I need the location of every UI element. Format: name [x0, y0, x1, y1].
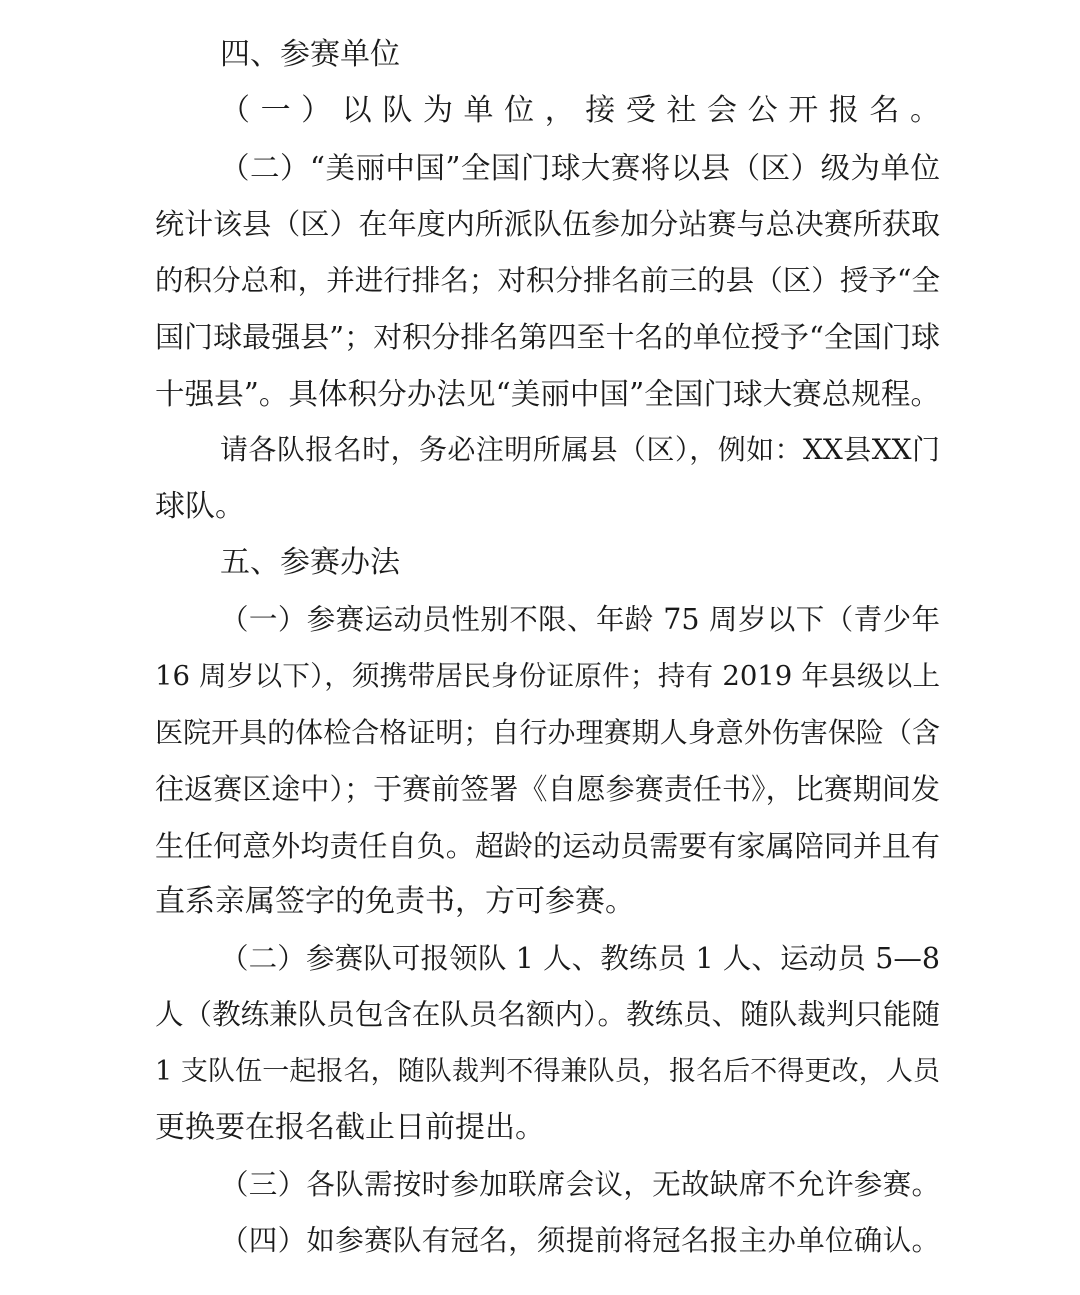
paragraph-line: （四）如参赛队有冠名，须提前将冠名报主办单位确认。	[220, 1224, 940, 1257]
paragraph-line: 往返赛区途中）；于赛前签署《自愿参赛责任书》，比赛期间发	[155, 772, 940, 806]
paragraph-line: 医院开具的体检合格证明；自行办理赛期人身意外伤害保险（含	[155, 716, 940, 749]
paragraph-line: 更换要在报名截止日前提出。	[155, 1110, 545, 1145]
section-heading-5: 五、参赛办法	[220, 545, 400, 580]
paragraph-line: 国门球最强县”；对积分排名第四至十名的单位授予“全国门球	[155, 320, 940, 354]
paragraph-line: 请各队报名时，务必注明所属县（区），例如：XX县XX门	[220, 433, 940, 466]
paragraph-line: 16 周岁以下），须携带居民身份证原件；持有 2019 年县级以上	[155, 660, 940, 692]
paragraph-line: 球队。	[155, 489, 245, 524]
paragraph-line: 1 支队伍一起报名，随队裁判不得兼队员，报名后不得更改，人员	[155, 1056, 940, 1087]
section-heading-4: 四、参赛单位	[220, 37, 400, 72]
paragraph-line: 生任何意外均责任自负。超龄的运动员需要有家属陪同并且有	[155, 829, 940, 863]
paragraph-line: （一）参赛运动员性别不限、年龄 75 周岁以下（青少年	[220, 603, 940, 636]
paragraph-line: 十强县”。具体积分办法见“美丽中国”全国门球大赛总规程。	[155, 377, 940, 411]
paragraph-line: （一）以队为单位，接受社会公开报名。	[220, 93, 940, 128]
paragraph-line: 的积分总和，并进行排名；对积分排名前三的县（区）授予“全	[155, 264, 940, 297]
paragraph-line: 人（教练兼队员包含在队员名额内）。教练员、随队裁判只能随	[155, 998, 940, 1031]
paragraph-line: 统计该县（区）在年度内所派队伍参加分站赛与总决赛所获取	[155, 207, 940, 241]
paragraph-line: （三）各队需按时参加联席会议，无故缺席不允许参赛。	[220, 1168, 940, 1201]
paragraph-line: （二）“美丽中国”全国门球大赛将以县（区）级为单位	[220, 151, 940, 185]
paragraph-line: （二）参赛队可报领队 1 人、教练员 1 人、运动员 5—8	[220, 942, 940, 975]
paragraph-line: 直系亲属签字的免责书，方可参赛。	[155, 884, 635, 919]
